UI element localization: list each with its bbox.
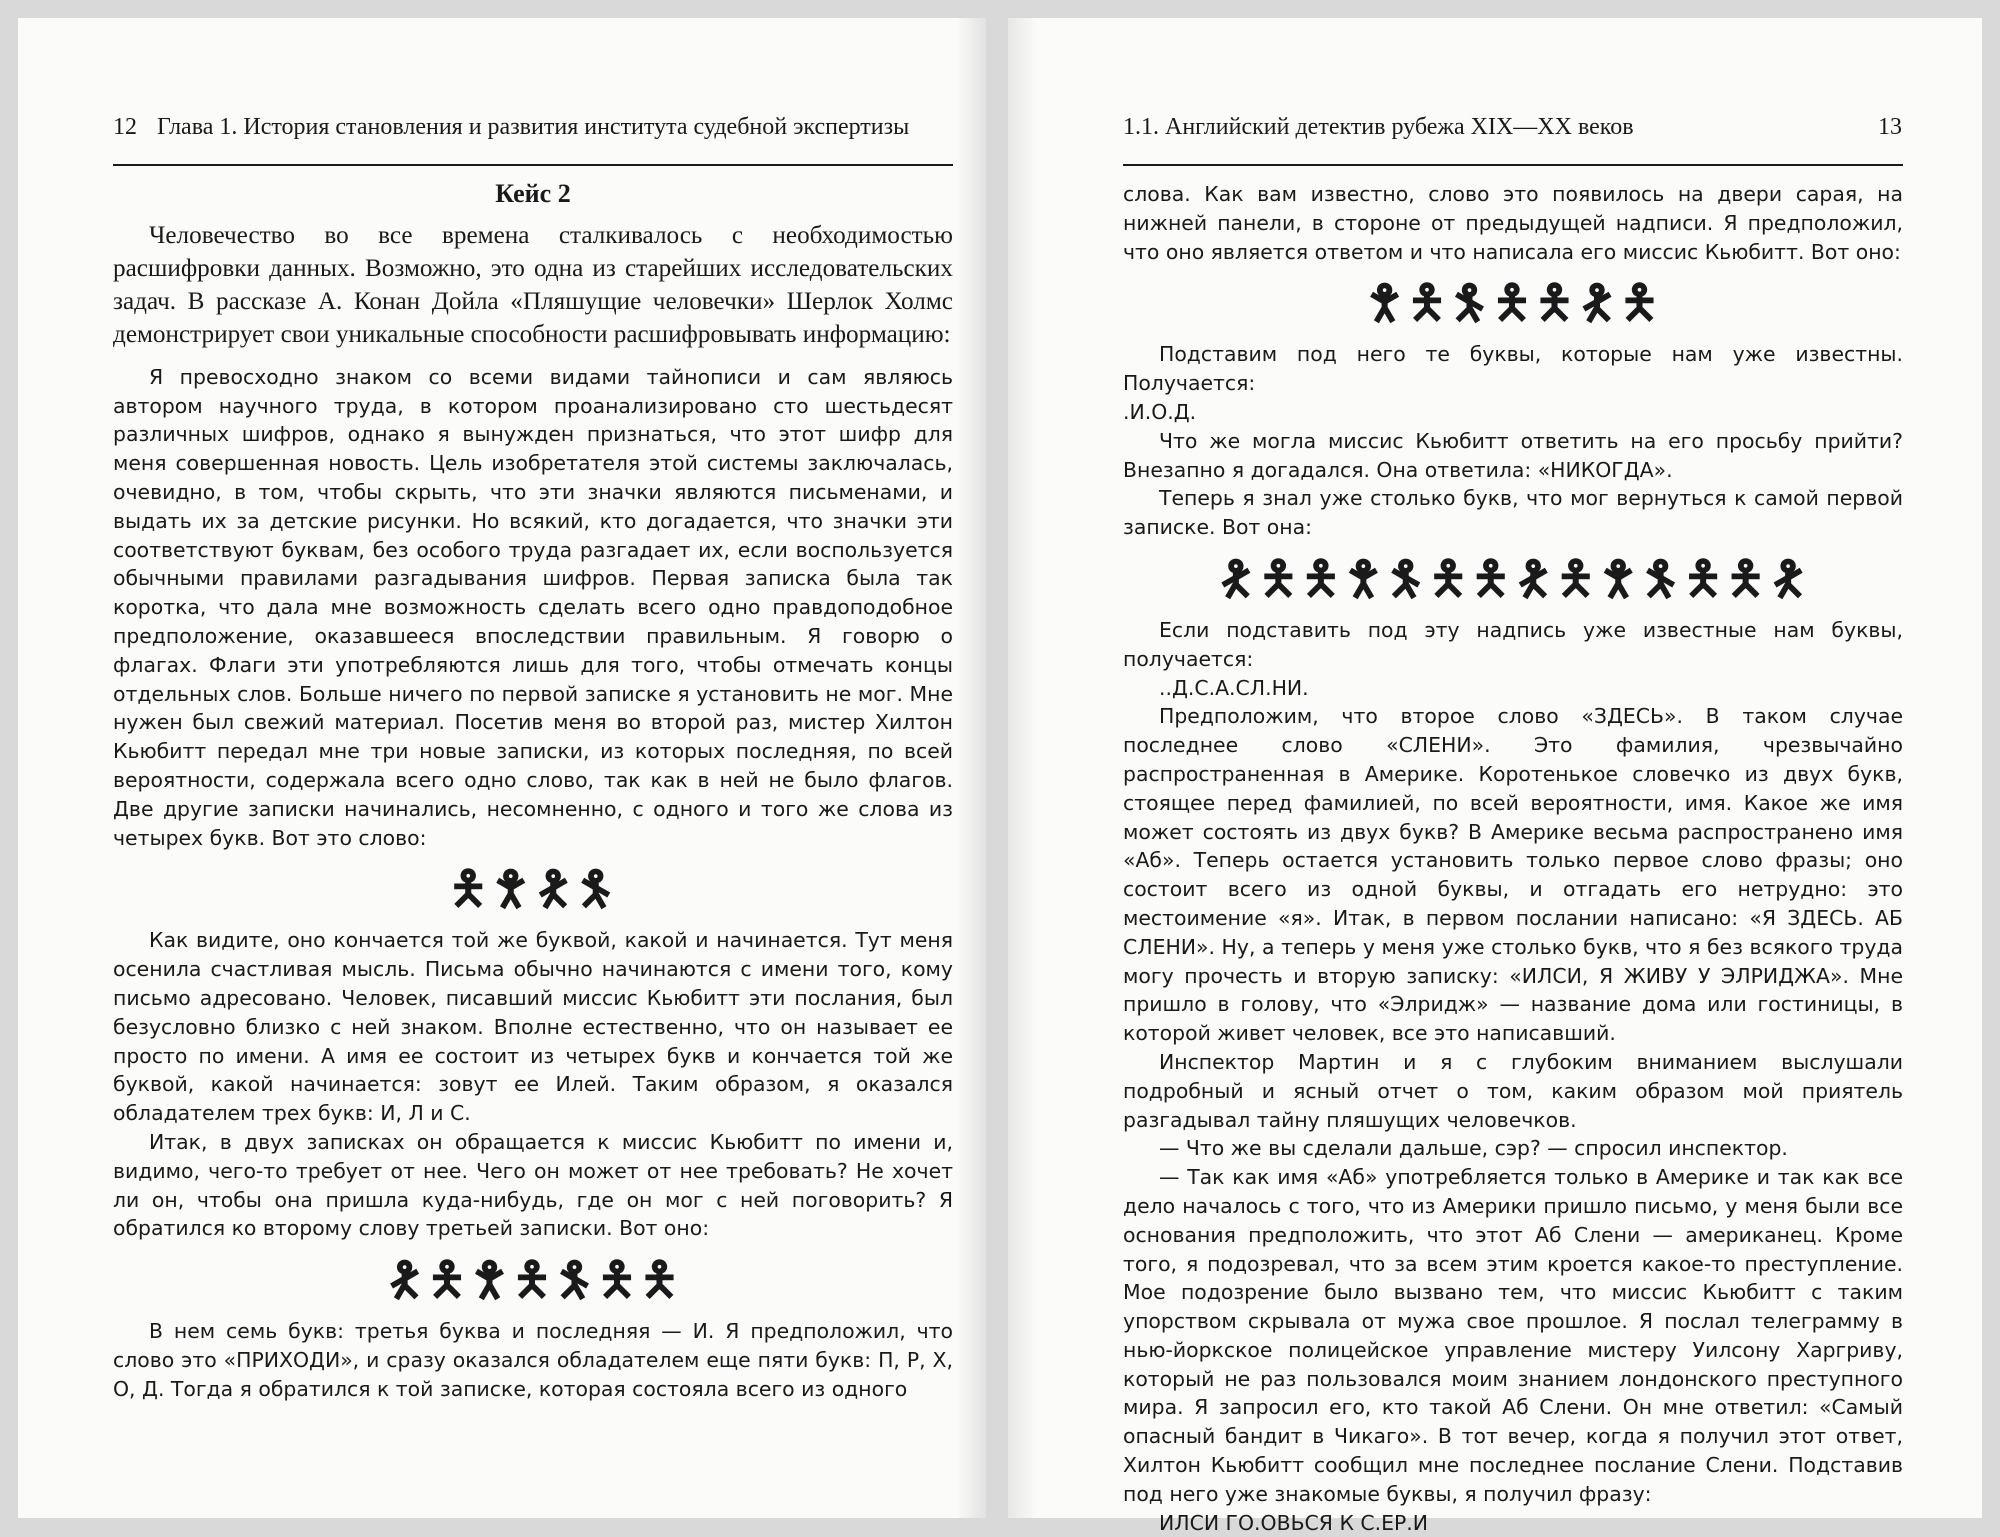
page-body [1123, 180, 1903, 1537]
paragraph: Подставим под него те буквы, которые нам уже известны. Получается: [1123, 342, 1903, 396]
intro-paragraph: Человечество во все времена сталкивалось с необходимостью расшифровки данных. Возможно, это одна из старейших исследовательских задач. В рассказе А. Конан Дойла «Пляшущие человечки» Шерлок Холмс демонстрирует свои уникальные способности расшифровывать информацию: [113, 221, 953, 348]
paragraph: Если подставить под эту надпись уже известные нам буквы, получается: [1123, 617, 1903, 671]
running-head: Глава 1. История становления и развития института судебной экспертизы [157, 114, 910, 140]
paragraph: — Так как имя «Аб» употребляется только в Америке и так как все дело началось с того, что из Америки пришло письмо, у меня были все основания предположить, что этот Аб Слени — американец. Кроме того, я подозревал, что за всем этим кроется какое-то преступление. Мое подозрение было вызвано тем, что миссис Кьюбитт с таким упорством скрывала от мужа свое прошлое. Я послал телеграмму в нью-йоркское полицейское управление мистеру Уилсону Харгриву, который не раз пользовался моим знанием лондонского преступного мира. Я запросил его, кто такой Аб Слени. Он мне ответил: «Самый опасный бандит в Чикаго». В тот вечер, когда я получил этот ответ, Хилтон Кьюбитт сообщил мне последнее послание Слени. Подставив под него уже знакомые буквы, я получил фразу: [1123, 1165, 1903, 1506]
left-page [18, 18, 986, 1518]
paragraph: Как видите, оно кончается той же буквой, какой и начинается. Тут меня осенила счастливая мысль. Письма обычно начинаются с имени того, кому письмо адресовано. Человек, писавший миссис Кьюбитт эти послания, был безусловно близко с ней знаком. Вполне естественно, что он называет ее просто по имени. А имя ее состоит из четырех букв и кончается той же буквой, какой начинается: зовут ее Илей. Таким образом, я оказался обладателем трех букв: И, Л и С. [113, 928, 953, 1126]
dancing-men-cipher-1: 🯅🯆🯇🯈 [448, 861, 618, 916]
paragraph: слова. Как вам известно, слово это появилось на двери сарая, на нижней панели, в стороне от предыдущей надписи. Я предположил, что оно является ответом и что написала его миссис Кьюбитт. Вот оно: [1123, 182, 1903, 264]
running-head: 1.1. Английский детектив рубежа XIX—XX веков [1123, 114, 1634, 140]
dancing-men-cipher-4: 🯇🯅🯅🯆🯈🯅🯅🯇🯅🯆🯈🯅🯅🯇 [1215, 550, 1811, 605]
partial-word: .И.О.Д. [1123, 399, 1197, 424]
paragraph: В нем семь букв: третья буква и последняя — И. Я предположил, что слово это «ПРИХОДИ», и сразу оказался обладателем еще пяти букв: П, Р, Х, О, Д. Тогда я обратился к той записке, которая состояла всего из одного [113, 1319, 953, 1401]
paragraph: Теперь я знал уже столько букв, что мог вернуться к самой первой записке. Вот она: [1123, 486, 1903, 540]
page-body [113, 180, 953, 1404]
header-rule [1123, 164, 1903, 166]
quote-paragraph: Я превосходно знаком со всеми видами тайнописи и сам являюсь автором научного труда, в котором проанализировано сто шестьдесят различных шифров, однако я вынужден признаться, что этот шифр для меня совершенная новость. Цель изобретателя этой системы заключалась, очевидно, в том, чтобы скрыть, что эти значки являются письменами, и выдать их за детские рисунки. Но всякий, кто догадается, что значки эти соответствуют буквам, без особого труда разгадает их, если воспользуется обычными правилами разгадывания шифров. Первая записка была так коротка, что дала мне возможность сделать всего одно правдоподобное предположение, оказавшееся впоследствии правильным. Я говорю о флагах. Флаги эти употребляются лишь для того, чтобы отмечать концы отдельных слов. Больше ничего по первой записке я установить не мог. Мне нужен был свежий материал. Посетив меня во второй раз, мистер Хилтон Кьюбитт передал мне три новые записки, из которых последняя, по всей вероятности, содержала всего одно слово, так как в ней не было флагов. Две другие записки начинались, несомненно, с одного и того же слова из четырех букв. Вот это слово: [113, 364, 953, 850]
dialogue-line: — Что же вы сделали дальше, сэр? — спросил инспектор. [1159, 1136, 1788, 1161]
paragraph: Предположим, что второе слово «ЗДЕСЬ». В таком случае последнее слово «СЛЕНИ». Это фамилия, чрезвычайно распространенная в Америке. Коротенькое словечко из двух букв, стоящее перед фамилией, по всей вероятности, имя. Какое же имя может состоять из двух букв? В Америке весьма распространено имя «Аб». Теперь остается установить только первое слово фразы; оно состоит всего из одной буквы, и отгадать его нетрудно: это местоимение «я». Итак, в первом послании написано: «Я ЗДЕСЬ. АБ СЛЕНИ». Ну, а теперь у меня уже столько букв, что я без всякого труда могу прочесть и вторую записку: «ИЛСИ, Я ЖИВУ У ЭЛРИДЖА». Мне пришло в голову, что «Элридж» — название дома или гостиницы, в которой живет человек, все это написавший. [1123, 704, 1903, 1046]
paragraph: Что же могла миссис Кьюбитт ответить на его просьбу прийти? Внезапно я догадался. Она ответила: «НИКОГДА». [1123, 428, 1903, 482]
header-rule [113, 164, 953, 166]
gutter-shadow [956, 18, 986, 1518]
partial-phrase: ИЛСИ ГО.ОВЬСЯ К С.ЕР.И [1159, 1510, 1429, 1535]
partial-phrase: ..Д.С.А.СЛ.НИ. [1159, 675, 1309, 700]
gutter-shadow [1008, 18, 1038, 1518]
page-number: 13 [1878, 114, 1902, 140]
right-page [1008, 18, 1982, 1535]
page-header [113, 114, 909, 141]
paragraph: Инспектор Мартин и я с глубоким вниманием выслушали подробный и ясный отчет о том, каким образом мой приятель разгадывал тайну пляшущих человечков. [1123, 1049, 1903, 1132]
dancing-men-cipher-2: 🯇🯅🯆🯅🯈🯅🯅 [384, 1252, 682, 1307]
case-title: Кейс 2 [495, 179, 571, 208]
page-number: 12 [113, 114, 137, 140]
paragraph: Итак, в двух записках он обращается к миссис Кьюбитт по имени и, видимо, чего-то требует от нее. Чего он может от нее требовать? Не хочет ли он, чтобы она пришла куда-нибудь, где он мог с ней поговорить? Я обратился ко второму слову третьей записки. Вот оно: [113, 1129, 953, 1241]
dancing-men-cipher-3: 🯆🯅🯈🯅🯅🯇🯅 [1364, 275, 1662, 330]
